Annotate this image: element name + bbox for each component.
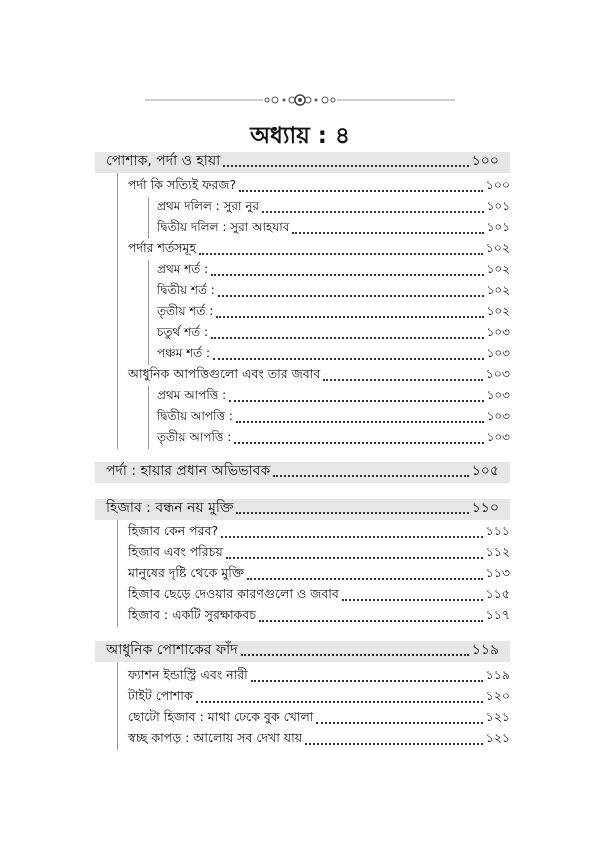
section-header[interactable] (95, 152, 510, 173)
page-number: ১০২ (486, 283, 510, 297)
sub-list (117, 173, 510, 449)
toc-entry[interactable] (128, 522, 510, 543)
dot-leader (262, 211, 484, 213)
page-number: ১০৩ (486, 325, 510, 339)
toc-entry[interactable] (128, 606, 510, 627)
toc-entry[interactable] (157, 344, 510, 365)
entry-title: প্রথম শর্ত : (157, 262, 209, 276)
toc-section (95, 499, 510, 627)
dot-leader (236, 421, 484, 423)
page-number: ১০১ (486, 220, 510, 234)
toc-entry[interactable] (157, 428, 510, 449)
page-number: ১০৩ (486, 388, 510, 402)
dot-leader (196, 701, 483, 703)
toc-entry[interactable] (128, 239, 510, 260)
toc-entry[interactable] (128, 173, 510, 197)
entry-title: ফ্যাশন ইন্ডাস্ট্রি এবং নারী (128, 667, 248, 682)
divider-ornament (145, 90, 455, 110)
dot-leader (218, 295, 484, 297)
sub-list (117, 662, 510, 750)
entry-title: হিজাব ছেড়ে দেওয়ার কারণগুলো ও জবাব (128, 586, 339, 601)
page-number: ১০৩ (486, 346, 510, 360)
section-title: হিজাব : বন্ধন নয় মুক্তি (106, 500, 234, 516)
toc-entry[interactable] (128, 564, 510, 585)
page-number: ১১২ (485, 544, 510, 559)
entry-title: মানুষের দৃষ্টি থেকে মুক্তি (128, 565, 244, 580)
dot-leader (247, 578, 483, 580)
page-number: ১০০ (485, 177, 510, 192)
entry-title: দ্বিতীয় শর্ত : (157, 283, 215, 297)
dot-leader (251, 680, 483, 682)
toc-entry[interactable] (157, 386, 510, 407)
page-number: ১২১ (485, 709, 510, 724)
page-number: ১১০ (471, 500, 499, 516)
toc-entry[interactable] (157, 323, 510, 344)
dot-leader (211, 337, 484, 339)
section-title: পোশাক, পর্দা ও হায়া (106, 153, 221, 169)
dot-leader (236, 512, 468, 514)
dot-leader (223, 165, 469, 167)
section-title: পর্দা : হায়ার প্রধান অভিভাবক (106, 463, 271, 479)
dot-leader (305, 743, 483, 745)
section-title: আধুনিক পোশাকের ফাঁদ (106, 642, 238, 658)
toc-entry[interactable] (128, 666, 510, 687)
entry-title: প্রথম দলিল : সুরা নুর (157, 199, 260, 213)
entry-title: দ্বিতীয় দলিল : সুরা আহযাব (157, 220, 290, 234)
dot-leader (211, 274, 483, 276)
page-number: ১২১ (485, 730, 510, 745)
sub-sub-list (148, 386, 510, 449)
toc-section (95, 641, 510, 750)
dot-leader (241, 654, 469, 656)
page-number: ১০০ (471, 153, 499, 169)
entry-title: ছোটো হিজাব : মাথা ঢেকে বুক খোলা (128, 709, 314, 724)
page-number: ১০৩ (486, 430, 510, 444)
page-number: ১০৫ (471, 463, 499, 479)
page-number: ১১৯ (485, 667, 510, 682)
toc-entry[interactable] (128, 729, 510, 750)
dot-leader (292, 232, 483, 234)
dot-leader (316, 722, 482, 724)
page-number: ১০১ (486, 199, 510, 213)
section-header[interactable] (95, 499, 510, 520)
toc-entry[interactable] (128, 585, 510, 606)
toc-section (95, 152, 510, 449)
sub-sub-list (148, 260, 510, 365)
page-number: ১১৯ (471, 642, 499, 658)
dot-leader (234, 442, 483, 444)
entry-title: আধুনিক আপত্তিগুলো এবং তার জবাব (128, 366, 321, 381)
entry-title: তৃতীয় আপত্তি : (157, 430, 232, 444)
entry-title: হিজাব এবং পরিচয় (128, 544, 223, 559)
entry-title: প্রথম আপত্তি : (157, 388, 227, 402)
dot-leader (213, 358, 484, 360)
toc-entry[interactable] (157, 218, 510, 239)
page-number: ১১১ (485, 523, 510, 538)
toc-entry[interactable] (128, 365, 510, 386)
page-number: ১২০ (485, 688, 510, 703)
dot-leader (239, 190, 483, 192)
entry-title: পঞ্চম শর্ত : (157, 346, 211, 360)
toc-entry[interactable] (128, 708, 510, 729)
dot-leader (199, 253, 483, 255)
section-header[interactable] (95, 462, 510, 483)
dot-leader (216, 316, 483, 318)
chapter-title: অধ্যায় : ৪ (250, 123, 350, 149)
page-number: ১১৩ (485, 565, 510, 580)
toc-entry[interactable] (128, 543, 510, 564)
page-number: ১০৩ (486, 409, 510, 423)
toc-entry[interactable] (128, 687, 510, 708)
dot-leader (323, 379, 482, 381)
toc-section (95, 462, 510, 483)
page-number: ১০৩ (485, 366, 510, 381)
dot-leader (273, 475, 469, 477)
entry-title: স্বচ্ছ কাপড় : আলোয় সব দেখা যায় (128, 730, 303, 745)
section-header[interactable] (95, 641, 510, 662)
entry-title: দ্বিতীয় আপত্তি : (157, 409, 233, 423)
entry-title: তৃতীয় শর্ত : (157, 304, 214, 318)
dot-leader (226, 557, 483, 559)
entry-title: হিজাব কেন পরব? (128, 523, 219, 538)
entry-title: পর্দার শর্তসমূহ (128, 240, 197, 255)
toc-entry[interactable] (157, 260, 510, 281)
entry-title: চতুর্থ শর্ত : (157, 325, 209, 339)
page-number: ১১৫ (485, 586, 510, 601)
entry-title: টাইট পোশাক (128, 688, 193, 703)
toc-entry[interactable] (157, 197, 510, 218)
sub-sub-list (148, 197, 510, 239)
entry-title: হিজাব : একটি সুরক্ষাকবচ (128, 607, 257, 622)
dot-leader (342, 599, 483, 601)
dot-leader (229, 400, 483, 402)
page-number: ১০২ (486, 262, 510, 276)
page-number: ১১৭ (485, 607, 510, 622)
toc-entry[interactable] (157, 407, 510, 428)
page-number: ১০২ (485, 240, 510, 255)
sub-list (117, 520, 510, 627)
toc-entry[interactable] (157, 302, 510, 323)
toc-entry[interactable] (157, 281, 510, 302)
dot-leader (221, 536, 483, 538)
page-number: ১০২ (486, 304, 510, 318)
entry-title: পর্দা কি সত্যিই ফরজ? (128, 177, 237, 192)
dot-leader (259, 620, 483, 622)
